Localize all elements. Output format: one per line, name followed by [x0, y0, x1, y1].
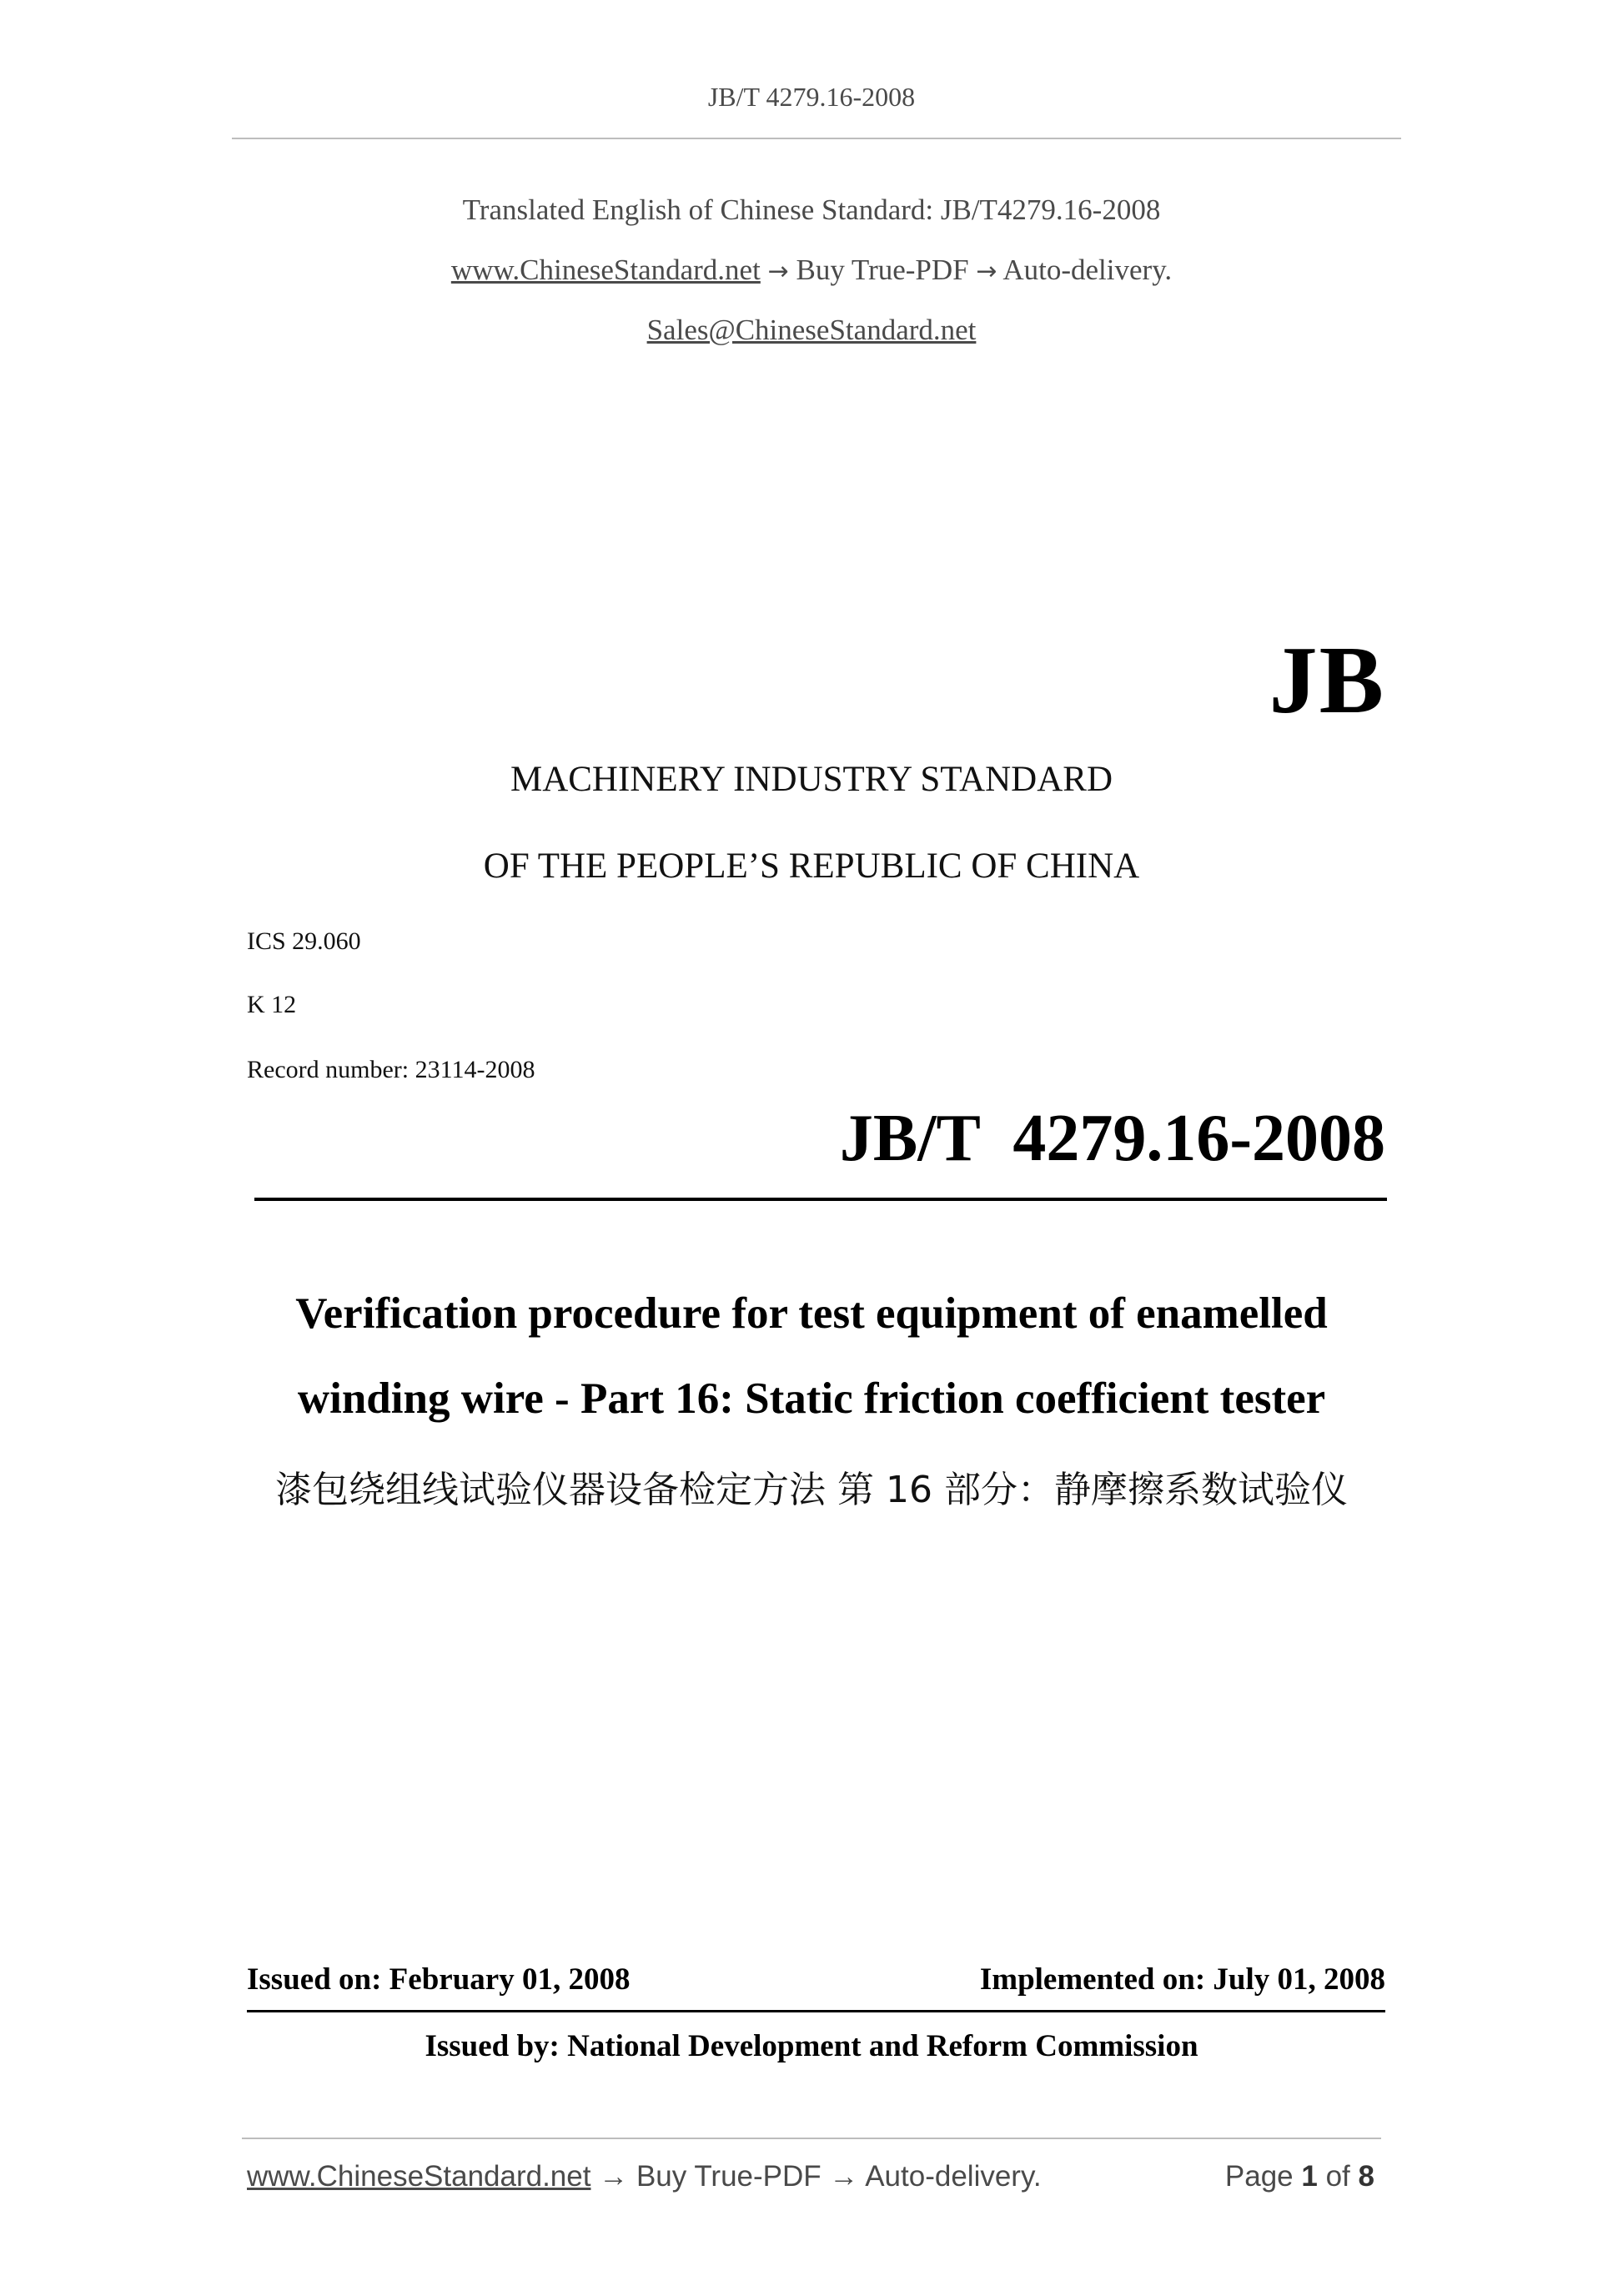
sales-email-link[interactable]: Sales@ChineseStandard.net — [646, 314, 977, 346]
page-of: of — [1325, 2160, 1350, 2193]
document-title-line2: winding wire - Part 16: Static friction coefficient tester — [297, 1374, 1326, 1423]
purchase-line — [0, 254, 1623, 287]
issue-divider — [247, 2010, 1385, 2012]
standard-code-prefix: JB/T — [839, 1102, 980, 1175]
page-indicator — [1225, 2160, 1374, 2193]
footer-delivery-text: Auto-delivery. — [865, 2160, 1042, 2193]
page-label: Page — [1224, 2160, 1294, 2193]
document-title-line1: Verification procedure for test equipment of enamelled — [295, 1289, 1328, 1338]
ics-code: ICS 29.060 — [247, 927, 361, 955]
implemented-on-date: Implemented on: July 01, 2008 — [979, 1962, 1385, 1997]
code-divider — [254, 1198, 1387, 1201]
record-number: Record number: 23114-2008 — [247, 1056, 535, 1083]
header-divider — [232, 138, 1401, 139]
buy-text: Buy True-PDF — [796, 254, 969, 286]
issued-on-date: Issued on: February 01, 2008 — [247, 1962, 631, 1997]
email-line — [0, 314, 1623, 347]
footer-buy-text: Buy True-PDF — [636, 2160, 822, 2193]
arrow-right-icon: → — [599, 2160, 629, 2193]
page-current: 1 — [1301, 2160, 1318, 2193]
standard-heading-line1: MACHINERY INDUSTRY STANDARD — [510, 760, 1113, 799]
ccs-code: K 12 — [247, 991, 297, 1018]
standard-heading-line2: OF THE PEOPLE’S REPUBLIC OF CHINA — [483, 847, 1140, 886]
arrow-right-icon: → — [767, 257, 789, 286]
site-link[interactable]: www.ChineseStandard.net — [450, 254, 761, 286]
issued-by: Issued by: National Development and Reform Commission — [425, 2029, 1198, 2063]
arrow-right-icon: → — [976, 257, 997, 286]
page-total: 8 — [1358, 2160, 1374, 2193]
standard-code — [840, 1101, 1385, 1177]
standard-code-number: 4279.16-2008 — [1012, 1102, 1385, 1175]
page-header-code: JB/T 4279.16-2008 — [707, 82, 916, 112]
arrow-right-icon: → — [829, 2160, 859, 2193]
jb-logo: JB — [1269, 627, 1385, 734]
footer-purchase-line — [247, 2160, 1042, 2193]
footer-site-link[interactable]: www.ChineseStandard.net — [247, 2160, 591, 2193]
delivery-text: Auto-delivery. — [1002, 254, 1173, 286]
translation-notice: Translated English of Chinese Standard: JB/T4279.16-2008 — [462, 193, 1161, 226]
footer-divider — [242, 2138, 1381, 2139]
chinese-title: 漆包绕组线试验仪器设备检定方法 第 16 部分：静摩擦系数试验仪 — [275, 1469, 1348, 1511]
